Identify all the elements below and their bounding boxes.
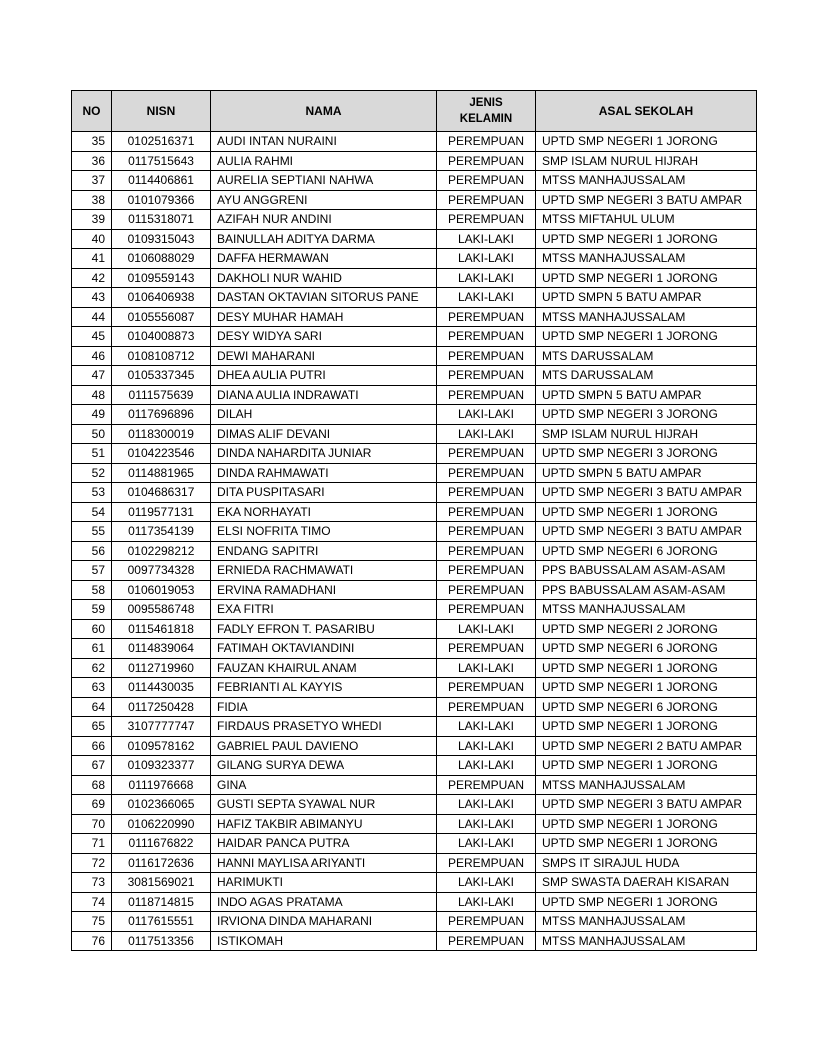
table-row [72, 873, 757, 893]
cell-no: 38 [72, 190, 112, 210]
table-row [72, 424, 757, 444]
cell-nama: FATIMAH OKTAVIANDINI [211, 639, 437, 659]
cell-nisn: 0111976668 [112, 775, 211, 795]
cell-asal-sekolah: UPTD SMP NEGERI 3 BATU AMPAR [536, 522, 757, 542]
cell-nama: ISTIKOMAH [211, 931, 437, 951]
cell-nisn: 0102298212 [112, 541, 211, 561]
table-row [72, 775, 757, 795]
cell-nisn: 0117513356 [112, 931, 211, 951]
cell-nama: DAKHOLI NUR WAHID [211, 268, 437, 288]
cell-nisn: 0119577131 [112, 502, 211, 522]
cell-asal-sekolah: UPTD SMPN 5 BATU AMPAR [536, 463, 757, 483]
cell-asal-sekolah: UPTD SMP NEGERI 1 JORONG [536, 229, 757, 249]
table-row [72, 892, 757, 912]
cell-jenis-kelamin: LAKI-LAKI [437, 892, 536, 912]
cell-asal-sekolah: UPTD SMP NEGERI 3 BATU AMPAR [536, 483, 757, 503]
cell-asal-sekolah: UPTD SMP NEGERI 2 JORONG [536, 619, 757, 639]
cell-nama: AUDI INTAN NURAINI [211, 132, 437, 152]
cell-nisn: 0108108712 [112, 346, 211, 366]
cell-asal-sekolah: UPTD SMP NEGERI 1 JORONG [536, 268, 757, 288]
cell-nama: BAINULLAH ADITYA DARMA [211, 229, 437, 249]
cell-jenis-kelamin: PEREMPUAN [437, 366, 536, 386]
cell-asal-sekolah: PPS BABUSSALAM ASAM-ASAM [536, 580, 757, 600]
cell-no: 70 [72, 814, 112, 834]
table-row [72, 814, 757, 834]
cell-no: 67 [72, 756, 112, 776]
cell-asal-sekolah: UPTD SMP NEGERI 3 BATU AMPAR [536, 795, 757, 815]
header-nama: NAMA [211, 91, 437, 132]
cell-nama: FIDIA [211, 697, 437, 717]
cell-asal-sekolah: UPTD SMP NEGERI 1 JORONG [536, 834, 757, 854]
cell-no: 45 [72, 327, 112, 347]
table-row [72, 346, 757, 366]
table-row [72, 268, 757, 288]
table-body [72, 132, 757, 951]
cell-no: 68 [72, 775, 112, 795]
cell-nisn: 0117615551 [112, 912, 211, 932]
cell-no: 55 [72, 522, 112, 542]
table-row [72, 658, 757, 678]
cell-jenis-kelamin: PEREMPUAN [437, 853, 536, 873]
cell-jenis-kelamin: PEREMPUAN [437, 697, 536, 717]
cell-nisn: 0114406861 [112, 171, 211, 191]
cell-jenis-kelamin: PEREMPUAN [437, 444, 536, 464]
cell-jenis-kelamin: PEREMPUAN [437, 346, 536, 366]
cell-nisn: 0114881965 [112, 463, 211, 483]
cell-no: 47 [72, 366, 112, 386]
table-row [72, 190, 757, 210]
cell-nisn: 0106088029 [112, 249, 211, 269]
cell-nama: DHEA AULIA PUTRI [211, 366, 437, 386]
cell-nisn: 0111676822 [112, 834, 211, 854]
cell-nisn: 0104686317 [112, 483, 211, 503]
cell-nisn: 0106019053 [112, 580, 211, 600]
cell-asal-sekolah: MTSS MANHAJUSSALAM [536, 775, 757, 795]
cell-jenis-kelamin: LAKI-LAKI [437, 229, 536, 249]
cell-jenis-kelamin: LAKI-LAKI [437, 268, 536, 288]
cell-no: 56 [72, 541, 112, 561]
cell-jenis-kelamin: PEREMPUAN [437, 580, 536, 600]
cell-no: 48 [72, 385, 112, 405]
cell-asal-sekolah: UPTD SMP NEGERI 6 JORONG [536, 639, 757, 659]
cell-nisn: 0117515643 [112, 151, 211, 171]
cell-jenis-kelamin: LAKI-LAKI [437, 619, 536, 639]
cell-no: 76 [72, 931, 112, 951]
cell-nama: HANNI MAYLISA ARIYANTI [211, 853, 437, 873]
cell-nisn: 0109323377 [112, 756, 211, 776]
cell-asal-sekolah: MTSS MANHAJUSSALAM [536, 931, 757, 951]
cell-nama: INDO AGAS PRATAMA [211, 892, 437, 912]
cell-asal-sekolah: UPTD SMP NEGERI 1 JORONG [536, 502, 757, 522]
cell-asal-sekolah: UPTD SMP NEGERI 1 JORONG [536, 717, 757, 737]
header-nisn: NISN [112, 91, 211, 132]
cell-no: 59 [72, 600, 112, 620]
cell-nama: EKA NORHAYATI [211, 502, 437, 522]
table-row [72, 931, 757, 951]
cell-nama: HARIMUKTI [211, 873, 437, 893]
table-row [72, 171, 757, 191]
table-row [72, 541, 757, 561]
cell-asal-sekolah: UPTD SMPN 5 BATU AMPAR [536, 288, 757, 308]
cell-no: 57 [72, 561, 112, 581]
cell-nama: FAUZAN KHAIRUL ANAM [211, 658, 437, 678]
table-row [72, 619, 757, 639]
cell-asal-sekolah: UPTD SMP NEGERI 2 BATU AMPAR [536, 736, 757, 756]
cell-no: 71 [72, 834, 112, 854]
cell-asal-sekolah: UPTD SMP NEGERI 6 JORONG [536, 697, 757, 717]
cell-nisn: 0112719960 [112, 658, 211, 678]
cell-asal-sekolah: MTSS MANHAJUSSALAM [536, 912, 757, 932]
cell-asal-sekolah: MTSS MANHAJUSSALAM [536, 171, 757, 191]
cell-nama: DEWI MAHARANI [211, 346, 437, 366]
cell-nisn: 0105556087 [112, 307, 211, 327]
cell-jenis-kelamin: PEREMPUAN [437, 561, 536, 581]
table-row [72, 834, 757, 854]
cell-jenis-kelamin: PEREMPUAN [437, 190, 536, 210]
table-row [72, 463, 757, 483]
table-row [72, 151, 757, 171]
cell-no: 46 [72, 346, 112, 366]
cell-jenis-kelamin: PEREMPUAN [437, 327, 536, 347]
cell-nama: GUSTI SEPTA SYAWAL NUR [211, 795, 437, 815]
cell-nisn: 0105337345 [112, 366, 211, 386]
cell-no: 74 [72, 892, 112, 912]
table-row [72, 307, 757, 327]
cell-jenis-kelamin: PEREMPUAN [437, 307, 536, 327]
cell-no: 64 [72, 697, 112, 717]
cell-no: 54 [72, 502, 112, 522]
cell-asal-sekolah: MTSS MIFTAHUL ULUM [536, 210, 757, 230]
cell-no: 58 [72, 580, 112, 600]
table-row [72, 327, 757, 347]
cell-jenis-kelamin: LAKI-LAKI [437, 424, 536, 444]
cell-nama: DINDA NAHARDITA JUNIAR [211, 444, 437, 464]
cell-nama: ELSI NOFRITA TIMO [211, 522, 437, 542]
cell-no: 49 [72, 405, 112, 425]
cell-nama: DESY WIDYA SARI [211, 327, 437, 347]
cell-nisn: 3107777747 [112, 717, 211, 737]
cell-asal-sekolah: UPTD SMPN 5 BATU AMPAR [536, 385, 757, 405]
cell-no: 35 [72, 132, 112, 152]
cell-jenis-kelamin: PEREMPUAN [437, 678, 536, 698]
cell-nisn: 0116172636 [112, 853, 211, 873]
cell-nama: HAFIZ TAKBIR ABIMANYU [211, 814, 437, 834]
cell-nama: AZIFAH NUR ANDINI [211, 210, 437, 230]
cell-nisn: 0104008873 [112, 327, 211, 347]
cell-no: 41 [72, 249, 112, 269]
cell-nisn: 0104223546 [112, 444, 211, 464]
cell-nama: EXA FITRI [211, 600, 437, 620]
cell-nisn: 0101079366 [112, 190, 211, 210]
table-row [72, 229, 757, 249]
cell-no: 66 [72, 736, 112, 756]
table-header-row [72, 91, 757, 132]
cell-asal-sekolah: PPS BABUSSALAM ASAM-ASAM [536, 561, 757, 581]
cell-no: 43 [72, 288, 112, 308]
cell-jenis-kelamin: PEREMPUAN [437, 775, 536, 795]
cell-nisn: 0117696896 [112, 405, 211, 425]
cell-no: 72 [72, 853, 112, 873]
cell-jenis-kelamin: LAKI-LAKI [437, 834, 536, 854]
cell-jenis-kelamin: PEREMPUAN [437, 541, 536, 561]
cell-nisn: 0102366065 [112, 795, 211, 815]
table-row [72, 249, 757, 269]
table-row [72, 502, 757, 522]
cell-asal-sekolah: UPTD SMP NEGERI 1 JORONG [536, 658, 757, 678]
cell-nama: DILAH [211, 405, 437, 425]
cell-nama: FIRDAUS PRASETYO WHEDI [211, 717, 437, 737]
cell-nisn: 0118714815 [112, 892, 211, 912]
table-row [72, 405, 757, 425]
cell-jenis-kelamin: LAKI-LAKI [437, 736, 536, 756]
cell-nama: DINDA RAHMAWATI [211, 463, 437, 483]
cell-nama: AURELIA SEPTIANI NAHWA [211, 171, 437, 191]
cell-nama: DASTAN OKTAVIAN SITORUS PANE [211, 288, 437, 308]
table-row [72, 522, 757, 542]
cell-jenis-kelamin: PEREMPUAN [437, 600, 536, 620]
cell-nisn: 0109559143 [112, 268, 211, 288]
cell-nama: ERNIEDA RACHMAWATI [211, 561, 437, 581]
cell-no: 73 [72, 873, 112, 893]
table-row [72, 483, 757, 503]
table-row [72, 366, 757, 386]
cell-nama: AYU ANGGRENI [211, 190, 437, 210]
table-row [72, 795, 757, 815]
cell-jenis-kelamin: PEREMPUAN [437, 522, 536, 542]
cell-nisn: 0109315043 [112, 229, 211, 249]
cell-asal-sekolah: UPTD SMP NEGERI 1 JORONG [536, 327, 757, 347]
cell-nisn: 0109578162 [112, 736, 211, 756]
cell-jenis-kelamin: LAKI-LAKI [437, 658, 536, 678]
cell-no: 36 [72, 151, 112, 171]
cell-jenis-kelamin: PEREMPUAN [437, 639, 536, 659]
table-row [72, 444, 757, 464]
cell-no: 52 [72, 463, 112, 483]
cell-nisn: 0106406938 [112, 288, 211, 308]
header-jenis-kelamin-line2: KELAMIN [459, 113, 513, 125]
table-row [72, 756, 757, 776]
cell-asal-sekolah: UPTD SMP NEGERI 1 JORONG [536, 814, 757, 834]
cell-nisn: 0118300019 [112, 424, 211, 444]
table-row [72, 717, 757, 737]
cell-asal-sekolah: UPTD SMP NEGERI 1 JORONG [536, 892, 757, 912]
cell-asal-sekolah: MTSS MANHAJUSSALAM [536, 249, 757, 269]
cell-nisn: 0114839064 [112, 639, 211, 659]
table-row [72, 385, 757, 405]
cell-asal-sekolah: UPTD SMP NEGERI 1 JORONG [536, 132, 757, 152]
cell-asal-sekolah: UPTD SMP NEGERI 3 JORONG [536, 405, 757, 425]
table-row [72, 697, 757, 717]
header-no: NO [72, 91, 112, 132]
cell-jenis-kelamin: PEREMPUAN [437, 210, 536, 230]
cell-nama: DESY MUHAR HAMAH [211, 307, 437, 327]
cell-jenis-kelamin: PEREMPUAN [437, 463, 536, 483]
cell-asal-sekolah: UPTD SMP NEGERI 1 JORONG [536, 756, 757, 776]
cell-nisn: 0117250428 [112, 697, 211, 717]
cell-jenis-kelamin: PEREMPUAN [437, 912, 536, 932]
table-row [72, 678, 757, 698]
table-row [72, 580, 757, 600]
cell-asal-sekolah: UPTD SMP NEGERI 6 JORONG [536, 541, 757, 561]
cell-no: 62 [72, 658, 112, 678]
cell-nama: DITA PUSPITASARI [211, 483, 437, 503]
table-row [72, 853, 757, 873]
table-row [72, 600, 757, 620]
cell-nisn: 0115318071 [112, 210, 211, 230]
cell-nisn: 3081569021 [112, 873, 211, 893]
cell-nama: DIMAS ALIF DEVANI [211, 424, 437, 444]
cell-nisn: 0115461818 [112, 619, 211, 639]
cell-no: 50 [72, 424, 112, 444]
cell-asal-sekolah: UPTD SMP NEGERI 3 JORONG [536, 444, 757, 464]
header-asal-sekolah: ASAL SEKOLAH [536, 91, 757, 132]
table-row [72, 639, 757, 659]
cell-nama: GILANG SURYA DEWA [211, 756, 437, 776]
cell-nama: HAIDAR PANCA PUTRA [211, 834, 437, 854]
cell-jenis-kelamin: PEREMPUAN [437, 483, 536, 503]
cell-no: 75 [72, 912, 112, 932]
cell-no: 39 [72, 210, 112, 230]
cell-jenis-kelamin: LAKI-LAKI [437, 873, 536, 893]
cell-asal-sekolah: UPTD SMP NEGERI 3 BATU AMPAR [536, 190, 757, 210]
cell-jenis-kelamin: LAKI-LAKI [437, 756, 536, 776]
cell-no: 65 [72, 717, 112, 737]
cell-nisn: 0111575639 [112, 385, 211, 405]
cell-nama: FEBRIANTI AL KAYYIS [211, 678, 437, 698]
cell-nama: DIANA AULIA INDRAWATI [211, 385, 437, 405]
cell-no: 53 [72, 483, 112, 503]
cell-nama: GABRIEL PAUL DAVIENO [211, 736, 437, 756]
cell-nama: DAFFA HERMAWAN [211, 249, 437, 269]
cell-no: 42 [72, 268, 112, 288]
student-table [71, 90, 757, 951]
cell-asal-sekolah: MTS DARUSSALAM [536, 366, 757, 386]
table-row [72, 736, 757, 756]
table-row [72, 561, 757, 581]
cell-no: 40 [72, 229, 112, 249]
table-row [72, 288, 757, 308]
header-jenis-kelamin-line1: JENIS [469, 97, 503, 109]
cell-jenis-kelamin: PEREMPUAN [437, 171, 536, 191]
table-row [72, 912, 757, 932]
cell-jenis-kelamin: LAKI-LAKI [437, 814, 536, 834]
cell-nama: AULIA RAHMI [211, 151, 437, 171]
cell-nama: ENDANG SAPITRI [211, 541, 437, 561]
cell-no: 44 [72, 307, 112, 327]
header-jenis-kelamin [437, 91, 536, 132]
cell-jenis-kelamin: LAKI-LAKI [437, 405, 536, 425]
cell-nisn: 0106220990 [112, 814, 211, 834]
cell-asal-sekolah: MTSS MANHAJUSSALAM [536, 600, 757, 620]
cell-asal-sekolah: SMP ISLAM NURUL HIJRAH [536, 424, 757, 444]
cell-no: 37 [72, 171, 112, 191]
cell-no: 69 [72, 795, 112, 815]
cell-asal-sekolah: SMP SWASTA DAERAH KISARAN [536, 873, 757, 893]
cell-asal-sekolah: UPTD SMP NEGERI 1 JORONG [536, 678, 757, 698]
cell-jenis-kelamin: PEREMPUAN [437, 151, 536, 171]
cell-no: 61 [72, 639, 112, 659]
cell-nisn: 0117354139 [112, 522, 211, 542]
cell-nama: IRVIONA DINDA MAHARANI [211, 912, 437, 932]
cell-jenis-kelamin: LAKI-LAKI [437, 249, 536, 269]
cell-asal-sekolah: MTS DARUSSALAM [536, 346, 757, 366]
cell-nama: GINA [211, 775, 437, 795]
cell-jenis-kelamin: LAKI-LAKI [437, 288, 536, 308]
student-list-sheet [71, 90, 757, 951]
cell-nisn: 0102516371 [112, 132, 211, 152]
cell-asal-sekolah: MTSS MANHAJUSSALAM [536, 307, 757, 327]
cell-asal-sekolah: SMPS IT SIRAJUL HUDA [536, 853, 757, 873]
cell-nama: ERVINA RAMADHANI [211, 580, 437, 600]
cell-nisn: 0097734328 [112, 561, 211, 581]
cell-nisn: 0114430035 [112, 678, 211, 698]
cell-no: 51 [72, 444, 112, 464]
cell-jenis-kelamin: PEREMPUAN [437, 502, 536, 522]
table-row [72, 132, 757, 152]
cell-jenis-kelamin: LAKI-LAKI [437, 717, 536, 737]
cell-no: 60 [72, 619, 112, 639]
table-row [72, 210, 757, 230]
cell-asal-sekolah: SMP ISLAM NURUL HIJRAH [536, 151, 757, 171]
cell-jenis-kelamin: LAKI-LAKI [437, 795, 536, 815]
cell-jenis-kelamin: PEREMPUAN [437, 931, 536, 951]
cell-no: 63 [72, 678, 112, 698]
cell-jenis-kelamin: PEREMPUAN [437, 132, 536, 152]
cell-jenis-kelamin: PEREMPUAN [437, 385, 536, 405]
cell-nisn: 0095586748 [112, 600, 211, 620]
cell-nama: FADLY EFRON T. PASARIBU [211, 619, 437, 639]
